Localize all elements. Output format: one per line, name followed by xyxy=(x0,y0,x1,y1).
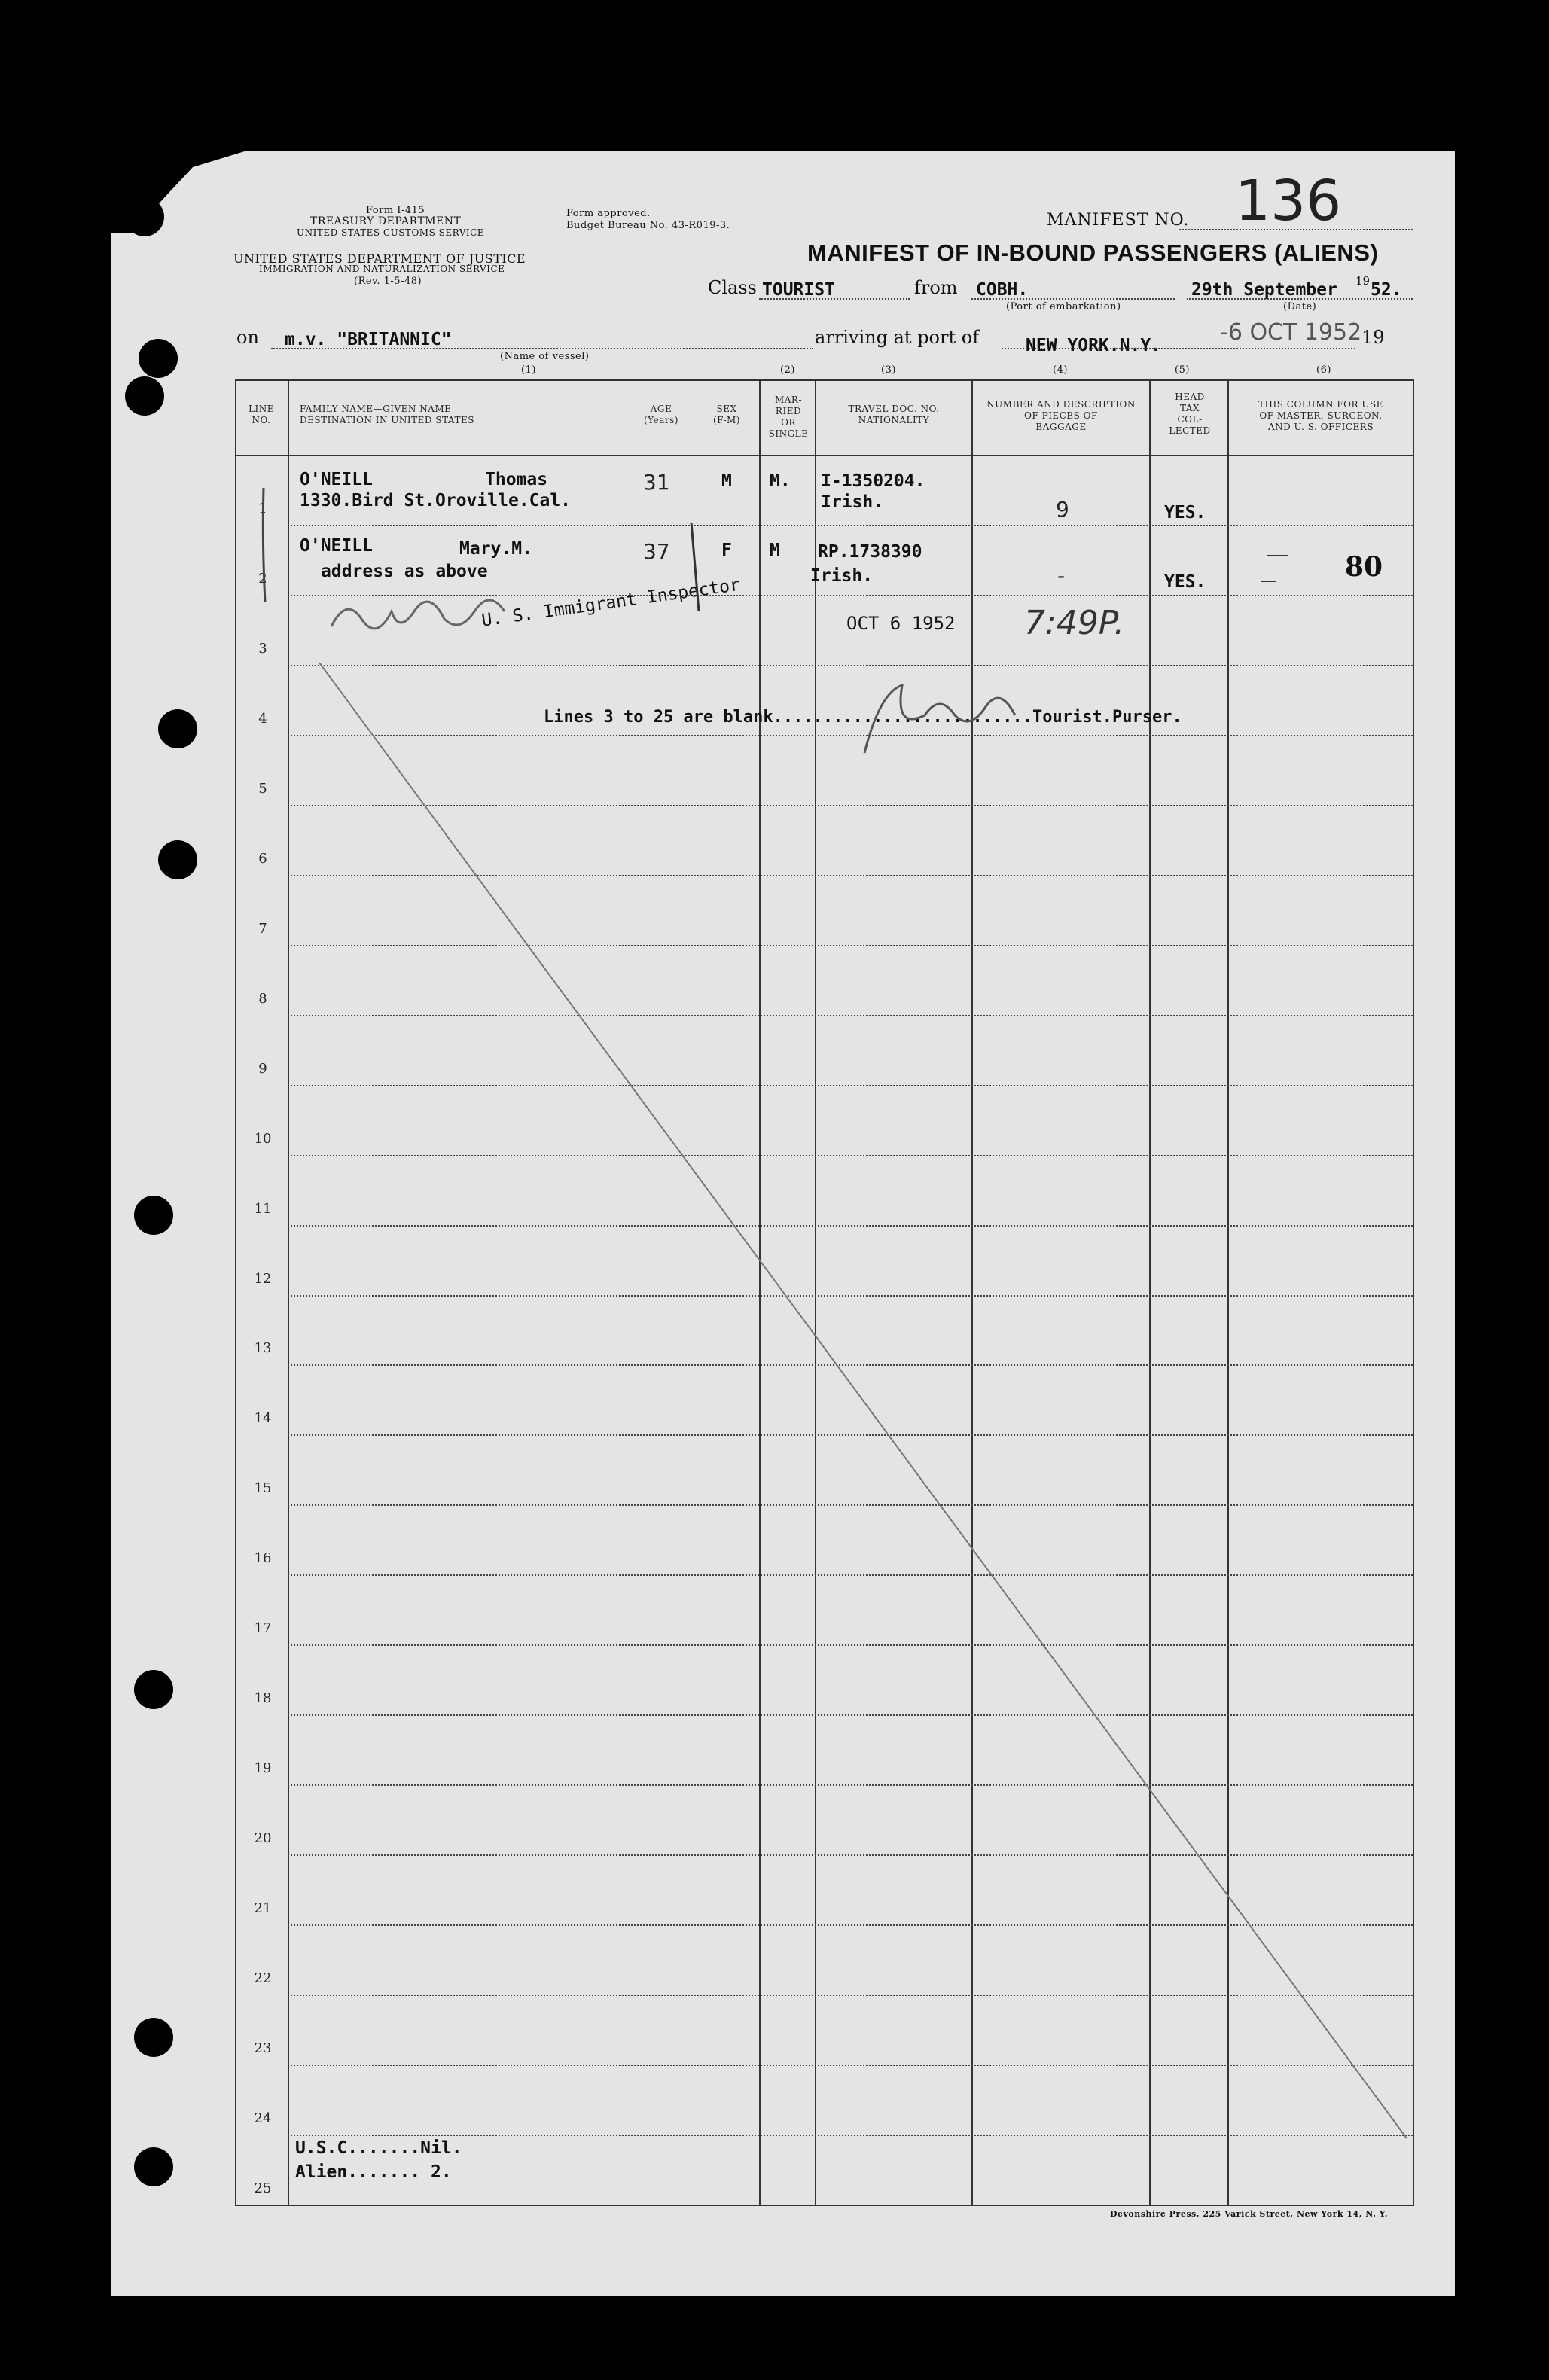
line-number: 23 xyxy=(254,2040,272,2056)
inspection-time: 7:49P. xyxy=(1024,604,1125,642)
passenger-2-travel-doc: RP.1738390 xyxy=(818,542,922,562)
vessel-name: m.v. "BRITANNIC" xyxy=(285,330,452,349)
col-num-3: (3) xyxy=(881,364,896,376)
line-number: 7 xyxy=(258,921,267,937)
passenger-2-destination: address as above xyxy=(321,562,488,581)
header-line-no: LINE NO. xyxy=(249,404,274,425)
col-num-4: (4) xyxy=(1053,364,1068,376)
line-number: 25 xyxy=(254,2180,272,2196)
line-number: 6 xyxy=(258,851,267,867)
line-number: 18 xyxy=(254,1690,272,1706)
bracket-mark xyxy=(263,488,265,602)
arrival-port: NEW YORK.N.Y. xyxy=(1026,336,1162,355)
line-number: 16 xyxy=(254,1550,272,1566)
from-label: from xyxy=(914,277,958,298)
line-number: 20 xyxy=(254,1830,272,1846)
customs-service: UNITED STATES CUSTOMS SERVICE xyxy=(297,227,485,238)
arriving-label: arriving at port of xyxy=(815,327,980,348)
line-number: 10 xyxy=(254,1131,272,1147)
passenger-1-nationality: Irish. xyxy=(821,492,884,512)
passenger-2-head-tax: YES. xyxy=(1164,572,1206,592)
manifest-label: MANIFEST NO. xyxy=(1047,211,1190,230)
passenger-1-married: M. xyxy=(770,471,791,491)
total-alien: Alien....... 2. xyxy=(295,2162,452,2182)
on-label: on xyxy=(236,327,259,348)
line-number: 12 xyxy=(254,1271,272,1287)
vessel-caption: (Name of vessel) xyxy=(500,351,590,362)
printer-imprint: Devonshire Press, 225 Varick Street, New York 14, N. Y. xyxy=(1110,2209,1389,2219)
col-num-2: (2) xyxy=(780,364,795,376)
col-num-1: (1) xyxy=(521,364,536,376)
revision: (Rev. 1-5-48) xyxy=(354,276,422,287)
passenger-2-baggage: - xyxy=(1057,563,1066,588)
ins-service: IMMIGRATION AND NATURALIZATION SERVICE xyxy=(259,264,505,274)
passenger-2-nationality: Irish. xyxy=(810,566,874,586)
year-prefix: 19 xyxy=(1355,274,1371,288)
passenger-1-baggage: 9 xyxy=(1056,497,1069,522)
passenger-2-given: Mary.M. xyxy=(459,539,532,559)
header-sex: SEX (F-M) xyxy=(713,404,740,425)
inspector-signature xyxy=(331,600,505,629)
page-title: MANIFEST OF IN-BOUND PASSENGERS (ALIENS) xyxy=(807,239,1379,266)
col-num-5: (5) xyxy=(1175,364,1190,376)
passenger-1-age: 31 xyxy=(643,470,670,495)
year-label: 19 xyxy=(1361,327,1385,348)
passenger-1-family: O'NEILL xyxy=(300,470,373,489)
header-head-tax: HEAD TAX COL- LECTED xyxy=(1169,392,1211,436)
passenger-1-given: Thomas xyxy=(485,470,548,489)
header-officers: THIS COLUMN FOR USE OF MASTER, SURGEON, AND U. S. OFFICERS xyxy=(1258,399,1383,432)
form-approved: Form approved. xyxy=(566,208,651,219)
header-name: FAMILY NAME—GIVEN NAME DESTINATION IN UNITED STATES xyxy=(300,404,474,425)
header-married: MAR- RIED OR SINGLE xyxy=(768,395,809,439)
passenger-1-head-tax: YES. xyxy=(1164,503,1206,523)
class-value: TOURIST xyxy=(762,280,835,300)
officer-note: 80 xyxy=(1345,551,1383,583)
line-number: 13 xyxy=(254,1340,272,1356)
inspector-stamp: U. S. Immigrant Inspector xyxy=(480,574,742,631)
cancel-line xyxy=(319,663,1407,2138)
date-value: 29th September xyxy=(1191,280,1337,300)
passenger-2-sex: F xyxy=(721,541,732,560)
port-embark-caption: (Port of embarkation) xyxy=(1006,301,1121,312)
line-number: 22 xyxy=(254,1970,272,1986)
line-number: 1 xyxy=(258,501,267,517)
arrival-date-stamp: -6 OCT 1952 xyxy=(1220,319,1362,346)
header-travel-doc: TRAVEL DOC. NO. NATIONALITY xyxy=(848,404,940,425)
line-number: 17 xyxy=(254,1620,272,1636)
line-number: 3 xyxy=(258,641,267,657)
header-baggage: NUMBER AND DESCRIPTION OF PIECES OF BAGGAGE xyxy=(986,399,1136,432)
treasury-dept: TREASURY DEPARTMENT xyxy=(310,215,462,227)
passenger-1-sex: M xyxy=(721,471,732,491)
line-number: 4 xyxy=(258,711,267,727)
passenger-1-destination: 1330.Bird St.Oroville.Cal. xyxy=(300,491,572,510)
line-number: 8 xyxy=(258,991,267,1007)
justice-dept: UNITED STATES DEPARTMENT OF JUSTICE xyxy=(233,251,526,266)
passenger-2-age: 37 xyxy=(643,539,670,564)
header-age: AGE (Years) xyxy=(644,404,678,425)
line-number: 9 xyxy=(258,1061,267,1077)
total-usc: U.S.C.......Nil. xyxy=(295,2138,462,2158)
year-suffix: 52. xyxy=(1371,280,1402,300)
manifest-number: 136 xyxy=(1235,169,1342,233)
line-number: 15 xyxy=(254,1480,272,1496)
line-number: 21 xyxy=(254,1900,272,1916)
purser-signature xyxy=(864,685,1015,753)
from-value: COBH. xyxy=(976,280,1029,300)
line-number: 2 xyxy=(258,571,267,587)
tick-mark xyxy=(691,523,699,611)
passenger-2-married: M xyxy=(770,541,780,560)
budget-bureau: Budget Bureau No. 43-R019-3. xyxy=(566,220,730,231)
line-number: 14 xyxy=(254,1410,272,1426)
blank-lines-note: Lines 3 to 25 are blank..........................Tourist.Purser. xyxy=(544,708,1182,727)
line-number: 5 xyxy=(258,781,267,797)
passenger-1-travel-doc: I-1350204. xyxy=(821,471,925,491)
passenger-2-family: O'NEILL xyxy=(300,536,373,556)
ink-dash xyxy=(1261,556,1288,581)
inspection-date-stamp: OCT 6 1952 xyxy=(846,613,956,634)
line-number: 24 xyxy=(254,2110,272,2126)
date-caption: (Date) xyxy=(1283,301,1317,312)
class-label: Class xyxy=(708,277,757,298)
form-number: Form I-415 xyxy=(366,205,425,216)
col-num-6: (6) xyxy=(1316,364,1331,376)
line-number: 19 xyxy=(254,1760,272,1776)
line-number: 11 xyxy=(254,1201,272,1217)
